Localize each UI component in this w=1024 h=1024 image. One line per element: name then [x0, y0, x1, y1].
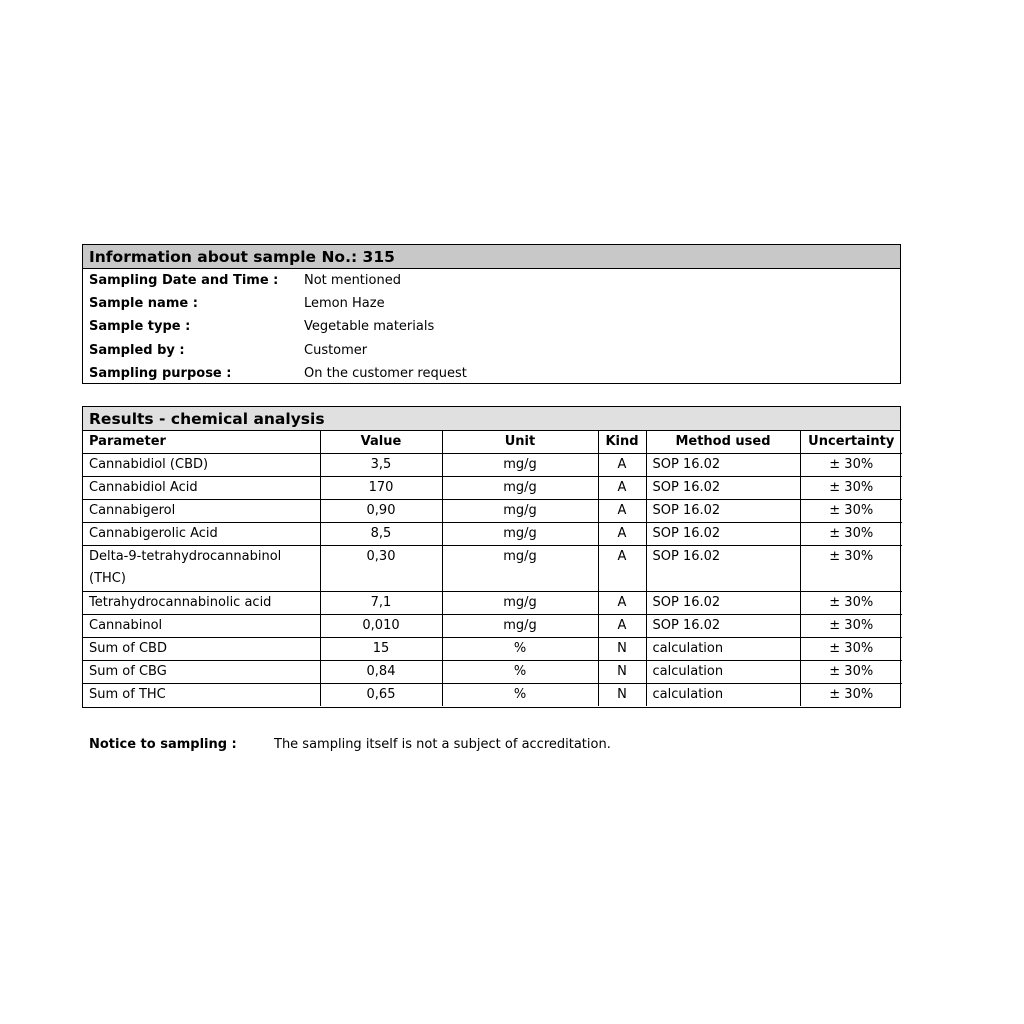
cell-kind: A: [598, 546, 646, 592]
cell-parameter: Cannabigerolic Acid: [83, 523, 320, 546]
table-row: [83, 661, 902, 684]
cell-unit: mg/g: [442, 523, 598, 546]
info-value: On the customer request: [304, 365, 467, 381]
cell-kind: A: [598, 454, 646, 477]
cell-parameter: Sum of CBD: [83, 638, 320, 661]
info-value: Customer: [304, 342, 368, 358]
cell-kind: A: [598, 592, 646, 615]
cell-method: calculation: [646, 661, 800, 684]
cell-uncertainty: ± 30%: [800, 592, 902, 615]
table-row: [83, 523, 902, 546]
info-value: Lemon Haze: [304, 296, 385, 312]
table-row: [83, 592, 902, 615]
cell-value: 0,90: [320, 500, 442, 523]
cell-method: calculation: [646, 638, 800, 661]
cell-uncertainty: ± 30%: [800, 684, 902, 707]
cell-value: 170: [320, 477, 442, 500]
table-row: [83, 546, 902, 592]
table-row: [83, 477, 902, 500]
cell-uncertainty: ± 30%: [800, 638, 902, 661]
cell-kind: A: [598, 500, 646, 523]
info-row-sample-name: [83, 292, 900, 315]
table-row: [83, 684, 902, 707]
cell-value: 0,010: [320, 615, 442, 638]
info-row-sampling-purpose: [83, 362, 900, 385]
cell-unit: mg/g: [442, 615, 598, 638]
info-label: Sampled by :: [89, 342, 185, 358]
cell-parameter: Delta-9-tetrahydrocannabinol (THC): [83, 546, 320, 592]
cell-value: 3,5: [320, 454, 442, 477]
cell-unit: mg/g: [442, 592, 598, 615]
cell-kind: N: [598, 684, 646, 707]
table-row: [83, 454, 902, 477]
cell-kind: A: [598, 477, 646, 500]
cell-parameter: Cannabidiol Acid: [83, 477, 320, 500]
sample-info-title: Information about sample No.: 315: [83, 245, 900, 269]
cell-method: SOP 16.02: [646, 454, 800, 477]
info-value: Not mentioned: [304, 273, 401, 288]
results-box: [82, 406, 901, 708]
cell-value: 0,65: [320, 684, 442, 707]
info-label: Sample type :: [89, 319, 191, 335]
info-row-sampling-date: [83, 269, 900, 292]
cell-value: 0,84: [320, 661, 442, 684]
cell-unit: mg/g: [442, 477, 598, 500]
cell-unit: %: [442, 638, 598, 661]
info-row-sampled-by: [83, 339, 900, 362]
cell-method: SOP 16.02: [646, 546, 800, 592]
info-row-sample-type: [83, 315, 900, 338]
cell-uncertainty: ± 30%: [800, 615, 902, 638]
cell-unit: %: [442, 661, 598, 684]
cell-unit: mg/g: [442, 454, 598, 477]
table-row: [83, 500, 902, 523]
cell-parameter: Sum of CBG: [83, 661, 320, 684]
cell-value: 7,1: [320, 592, 442, 615]
cell-method: SOP 16.02: [646, 523, 800, 546]
cell-uncertainty: ± 30%: [800, 454, 902, 477]
cell-uncertainty: ± 30%: [800, 546, 902, 592]
table-row: [83, 638, 902, 661]
results-header-row: [83, 431, 902, 454]
cell-uncertainty: ± 30%: [800, 500, 902, 523]
column-header-kind: Kind: [598, 431, 646, 454]
cell-unit: %: [442, 684, 598, 707]
results-title: Results - chemical analysis: [83, 407, 900, 431]
cell-value: 8,5: [320, 523, 442, 546]
column-header-uncertainty: Uncertainty: [800, 431, 902, 454]
cell-value: 15: [320, 638, 442, 661]
cell-kind: N: [598, 661, 646, 684]
cell-kind: N: [598, 638, 646, 661]
cell-uncertainty: ± 30%: [800, 661, 902, 684]
cell-method: SOP 16.02: [646, 500, 800, 523]
column-header-parameter: Parameter: [83, 431, 320, 454]
cell-parameter: Sum of THC: [83, 684, 320, 707]
notice-label: Notice to sampling :: [89, 737, 237, 752]
sample-info-box: [82, 244, 901, 384]
info-label: Sampling purpose :: [89, 365, 232, 381]
column-header-unit: Unit: [442, 431, 598, 454]
results-table: [83, 431, 902, 706]
cell-uncertainty: ± 30%: [800, 523, 902, 546]
cell-unit: mg/g: [442, 500, 598, 523]
cell-method: calculation: [646, 684, 800, 707]
info-label: Sample name :: [89, 296, 198, 312]
cell-uncertainty: ± 30%: [800, 477, 902, 500]
cell-method: SOP 16.02: [646, 477, 800, 500]
column-header-value: Value: [320, 431, 442, 454]
table-row: [83, 615, 902, 638]
info-value: Vegetable materials: [304, 319, 435, 335]
notice-text: The sampling itself is not a subject of accreditation.: [274, 737, 611, 752]
cell-value: 0,30: [320, 546, 442, 592]
cell-parameter: Cannabigerol: [83, 500, 320, 523]
cell-kind: A: [598, 615, 646, 638]
column-header-method: Method used: [646, 431, 800, 454]
cell-parameter: Cannabidiol (CBD): [83, 454, 320, 477]
cell-kind: A: [598, 523, 646, 546]
info-label: Sampling Date and Time :: [89, 273, 279, 288]
cell-parameter: Cannabinol: [83, 615, 320, 638]
cell-method: SOP 16.02: [646, 592, 800, 615]
cell-parameter: Tetrahydrocannabinolic acid: [83, 592, 320, 615]
cell-unit: mg/g: [442, 546, 598, 592]
cell-method: SOP 16.02: [646, 615, 800, 638]
